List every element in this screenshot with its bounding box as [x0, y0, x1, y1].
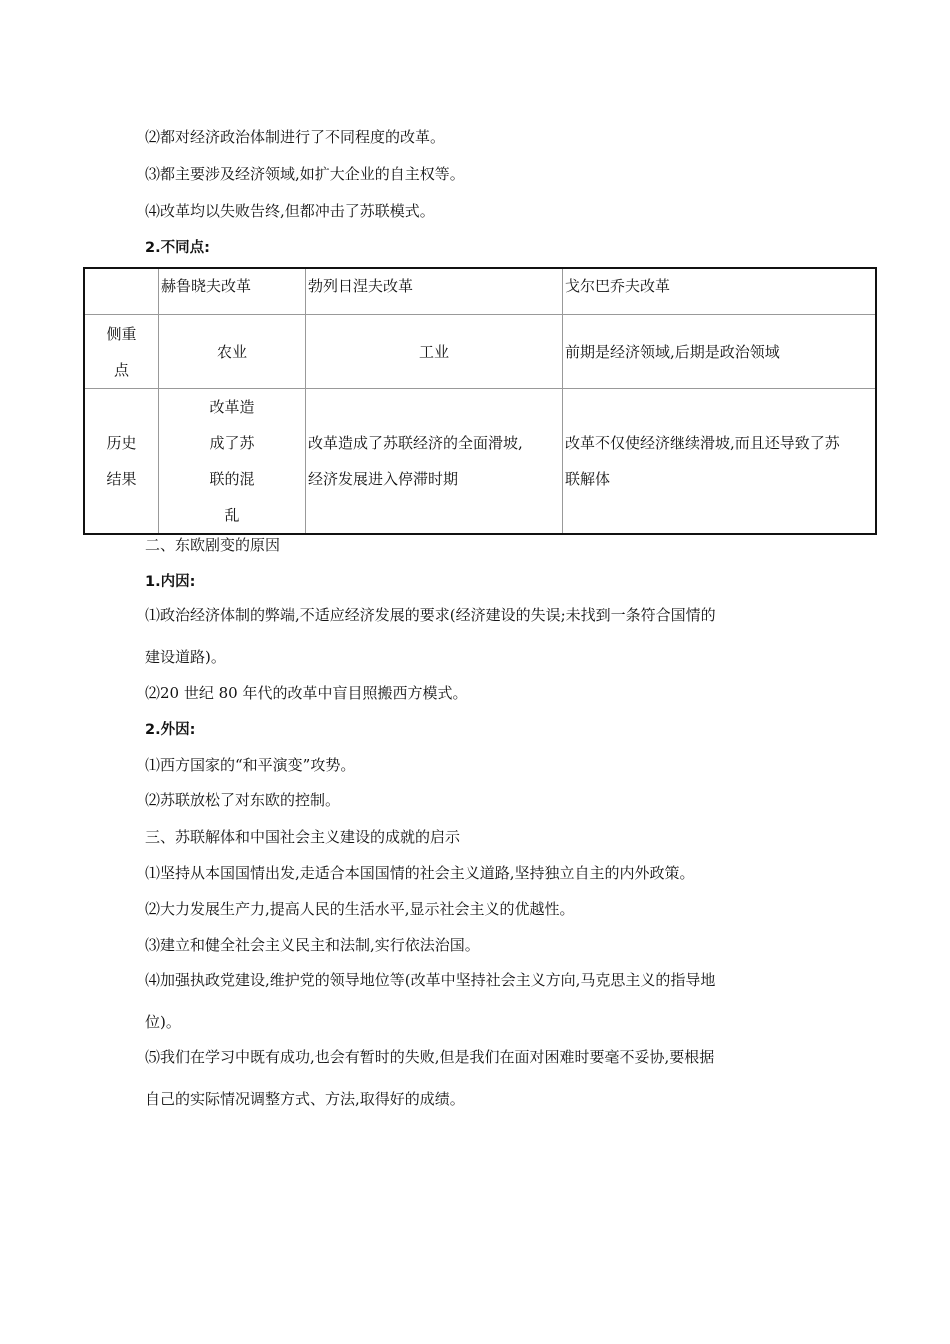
reform-comparison-table [83, 267, 877, 535]
header-gorbachev: 戈尔巴乔夫改革 [563, 268, 877, 315]
common-point-2: ⑵都对经济政治体制进行了不同程度的改革。 [145, 128, 446, 146]
row-label-result [84, 389, 159, 535]
differences-heading: 2.不同点: [145, 240, 210, 256]
lesson-4-cont: 位)。 [145, 1013, 181, 1031]
header-khrushchev: 赫鲁晓夫改革 [159, 268, 306, 315]
result-brezhnev-line-2: 经济发展进入停滞时期 [308, 470, 459, 488]
table-row-focus [84, 315, 876, 389]
result-khrushchev [159, 389, 306, 535]
result-khrushchev-line-1: 改革造 [209, 398, 255, 416]
table-row-result [84, 389, 876, 535]
lesson-4: ⑷加强执政党建设,维护党的领导地位等(改革中坚持社会主义方向,马克思主义的指导地 [145, 971, 716, 989]
internal-cause-1: ⑴政治经济体制的弊端,不适应经济发展的要求(经济建设的失误;未找到一条符合国情的 [145, 606, 716, 624]
common-point-3: ⑶都主要涉及经济领域,如扩大企业的自主权等。 [145, 165, 465, 183]
external-cause-2: ⑵苏联放松了对东欧的控制。 [145, 791, 341, 809]
external-causes-heading: 2.外因: [145, 722, 196, 738]
result-khrushchev-line-2: 成了苏 [209, 434, 255, 452]
row-label-result-line-1: 历史 [106, 434, 137, 452]
result-khrushchev-line-4: 乱 [224, 506, 240, 524]
result-gorbachev [563, 389, 877, 535]
lesson-3: ⑶建立和健全社会主义民主和法制,实行依法治国。 [145, 936, 480, 954]
row-label-focus-line-1: 侧重 [106, 324, 137, 343]
result-gorbachev-line-2: 联解体 [565, 470, 611, 488]
section-3-title: 三、苏联解体和中国社会主义建设的成就的启示 [145, 828, 461, 846]
row-label-result-line-2: 结果 [106, 470, 137, 488]
lesson-1: ⑴坚持从本国国情出发,走适合本国国情的社会主义道路,坚持独立自主的内外政策。 [145, 864, 695, 882]
internal-causes-heading: 1.内因: [145, 574, 196, 590]
result-gorbachev-line-1: 改革不仅使经济继续滑坡,而且还导致了苏 [565, 434, 840, 452]
row-label-focus-line-2: 点 [113, 360, 129, 379]
focus-khrushchev: 农业 [159, 315, 306, 389]
section-2-title: 二、东欧剧变的原因 [145, 536, 281, 554]
lesson-5: ⑸我们在学习中既有成功,也会有暂时的失败,但是我们在面对困难时要毫不妥协,要根据 [145, 1048, 715, 1066]
row-label-focus [84, 315, 159, 389]
focus-gorbachev: 前期是经济领域,后期是政治领域 [563, 315, 877, 389]
result-brezhnev-line-1: 改革造成了苏联经济的全面滑坡, [308, 434, 523, 452]
table-header-row [84, 268, 876, 315]
result-brezhnev [306, 389, 563, 535]
internal-cause-1-cont: 建设道路)。 [145, 648, 226, 666]
external-cause-1: ⑴西方国家的“和平演变”攻势。 [145, 756, 356, 774]
header-brezhnev: 勃列日涅夫改革 [306, 268, 563, 315]
common-point-4: ⑷改革均以失败告终,但都冲击了苏联模式。 [145, 202, 435, 220]
lesson-2: ⑵大力发展生产力,提高人民的生活水平,显示社会主义的优越性。 [145, 900, 575, 918]
focus-brezhnev: 工业 [306, 315, 563, 389]
header-empty-cell [84, 268, 159, 315]
result-khrushchev-line-3: 联的混 [209, 470, 255, 488]
internal-cause-2: ⑵20 世纪 80 年代的改革中盲目照搬西方模式。 [145, 684, 468, 702]
lesson-5-cont: 自己的实际情况调整方式、方法,取得好的成绩。 [145, 1090, 465, 1108]
